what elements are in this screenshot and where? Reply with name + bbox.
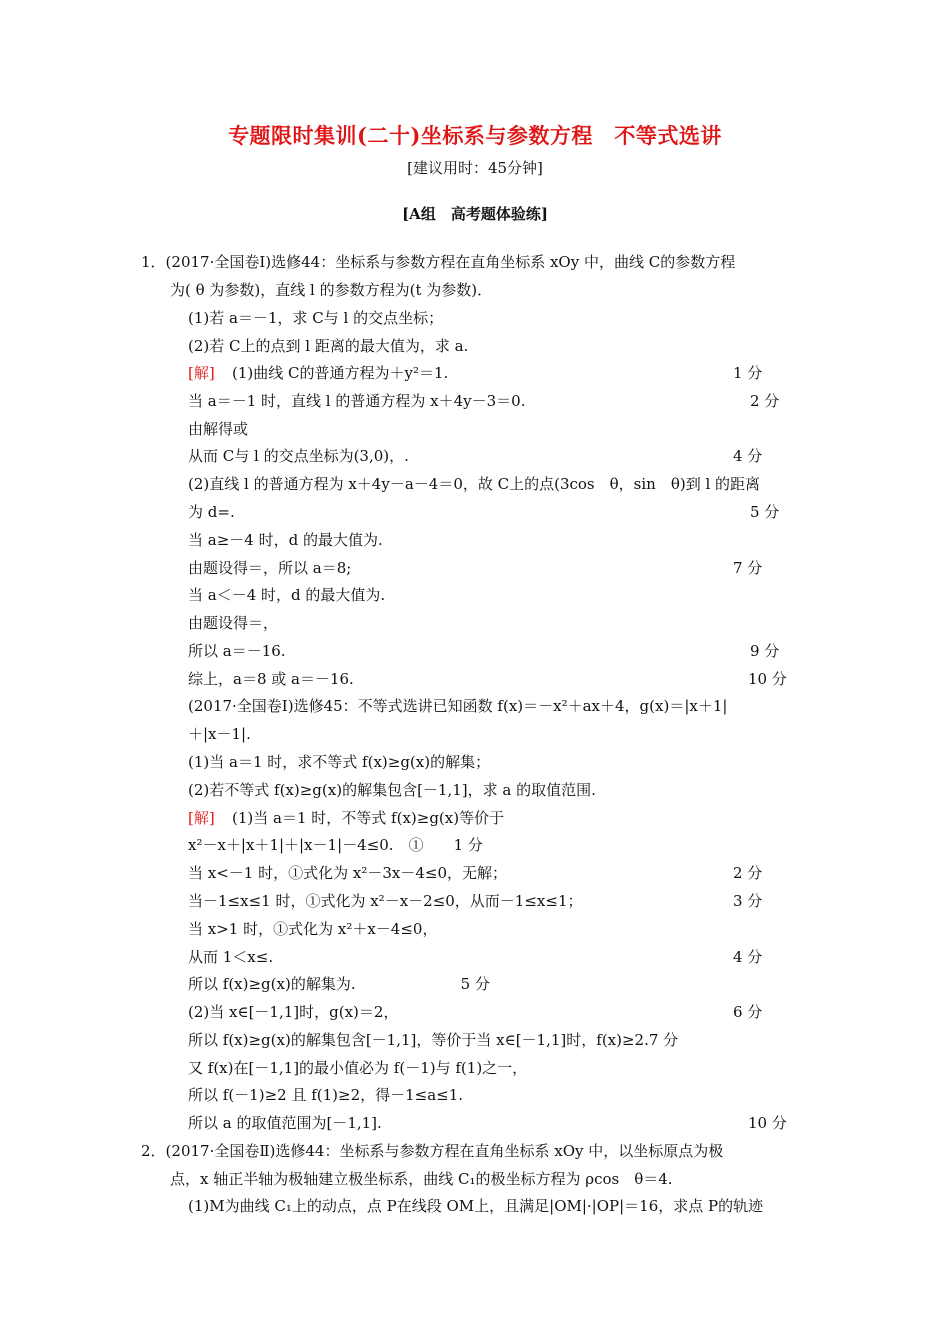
text-line: 当 a≥－4 时，d 的最大值为. [188,531,383,549]
text-line: (2)当 x∈[－1,1]时，g(x)＝2， [188,1003,399,1021]
problem-2-line-2: 点，x 轴正半轴为极轴建立极坐标系，曲线 C₁的极坐标方程为 ρcos θ＝4. [170,1170,673,1188]
problem-2-line-1: 2．(2017·全国卷Ⅱ)选修44：坐标系与参数方程在直角坐标系 xOy 中，以坐标原点为极 [141,1142,724,1160]
text-line: 所以 a 的取值范围为[－1,1]. [188,1114,382,1132]
score-mark: 7 分 [733,559,763,577]
time-hint: [建议用时：45分钟] [407,159,543,177]
problem-1-q1: (1)若 a＝－1，求 C与 l 的交点坐标； [188,309,444,327]
problem-1-line-1: 1．(2017·全国卷Ⅰ)选修44：坐标系与参数方程在直角坐标系 xOy 中，曲线 C的参数方程 [141,253,736,271]
problem-1-q2: (2)若 C上的点到 l 距离的最大值为，求 a. [188,337,469,355]
text-line: (1)曲线 C的普通方程为＋y²＝1. [232,364,449,382]
score-mark: 4 分 [733,447,763,465]
text-line: 当 a＜－4 时，d 的最大值为. [188,586,386,604]
score-mark: 5 分 [750,503,780,521]
problem-2-q1: (1)M为曲线 C₁上的动点，点 P在线段 OM上，且满足|OM|·|OP|＝16，求点 P的轨迹 [188,1197,764,1215]
text-line: x²－x＋|x＋1|＋|x－1|－4≤0. ① 1 分 [188,836,483,854]
text-line: 由解得或 [188,420,249,438]
score-mark: 6 分 [733,1003,763,1021]
score-mark: 1 分 [733,364,763,382]
text-line: 当 x<－1 时，①式化为 x²－3x－4≤0，无解； [188,864,508,882]
text-line: 当 x>1 时，①式化为 x²＋x－4≤0， [188,920,438,938]
problem-1-line-2: 为( θ 为参数)，直线 l 的参数方程为(t 为参数)． [170,281,493,299]
text-line: (2017·全国卷Ⅰ)选修45：不等式选讲已知函数 f(x)＝－x²＋ax＋4，g(x)＝|x＋1| [188,697,728,715]
text-line: 所以 f(x)≥g(x)的解集包含[－1,1]，等价于当 x∈[－1,1]时，f(x)≥2.7 分 [188,1031,679,1049]
text-line: 由题设得＝，所以 a＝8; [188,559,352,577]
text-line: (2)若不等式 f(x)≥g(x)的解集包含[－1,1]，求 a 的取值范围. [188,781,596,799]
text-line: 由题设得＝， [188,614,279,632]
text-line: 所以 f(－1)≥2 且 f(1)≥2，得－1≤a≤1. [188,1086,464,1104]
text-line: 所以 a＝－16. [188,642,286,660]
text-line: ＋|x－1|. [188,725,251,743]
text-line: 又 f(x)在[－1,1]的最小值必为 f(－1)与 f(1)之一， [188,1059,528,1077]
score-mark: 3 分 [733,892,763,910]
score-mark: 10 分 [748,670,787,688]
score-mark: 10 分 [748,1114,787,1132]
text-line: 从而 C与 l 的交点坐标为(3,0)，. [188,447,409,465]
text-line: 从而 1＜x≤. [188,948,274,966]
text-line: (1)当 a＝1 时，不等式 f(x)≥g(x)等价于 [232,809,505,827]
text-line: 为 d=. [188,503,235,521]
group-label: [A组 高考题体验练] [402,205,548,223]
text-line: 所以 f(x)≥g(x)的解集为. 5 分 [188,975,490,993]
text-line: 综上，a＝8 或 a＝－16. [188,670,354,688]
score-mark: 9 分 [750,642,780,660]
text-line: (1)当 a＝1 时，求不等式 f(x)≥g(x)的解集； [188,753,491,771]
score-mark: 2 分 [733,864,763,882]
page-title: 专题限时集训(二十)坐标系与参数方程 不等式选讲 [228,123,722,148]
score-mark: 2 分 [750,392,780,410]
text-line: 当－1≤x≤1 时，①式化为 x²－x－2≤0，从而－1≤x≤1； [188,892,583,910]
solution-label: [解] [188,364,215,382]
solution-label: [解] [188,809,215,827]
text-line: (2)直线 l 的普通方程为 x＋4y－a－4＝0，故 C上的点(3cos θ，sin θ)到 l 的距离 [188,475,761,493]
score-mark: 4 分 [733,948,763,966]
text-line: 当 a＝－1 时，直线 l 的普通方程为 x＋4y－3＝0. [188,392,526,410]
